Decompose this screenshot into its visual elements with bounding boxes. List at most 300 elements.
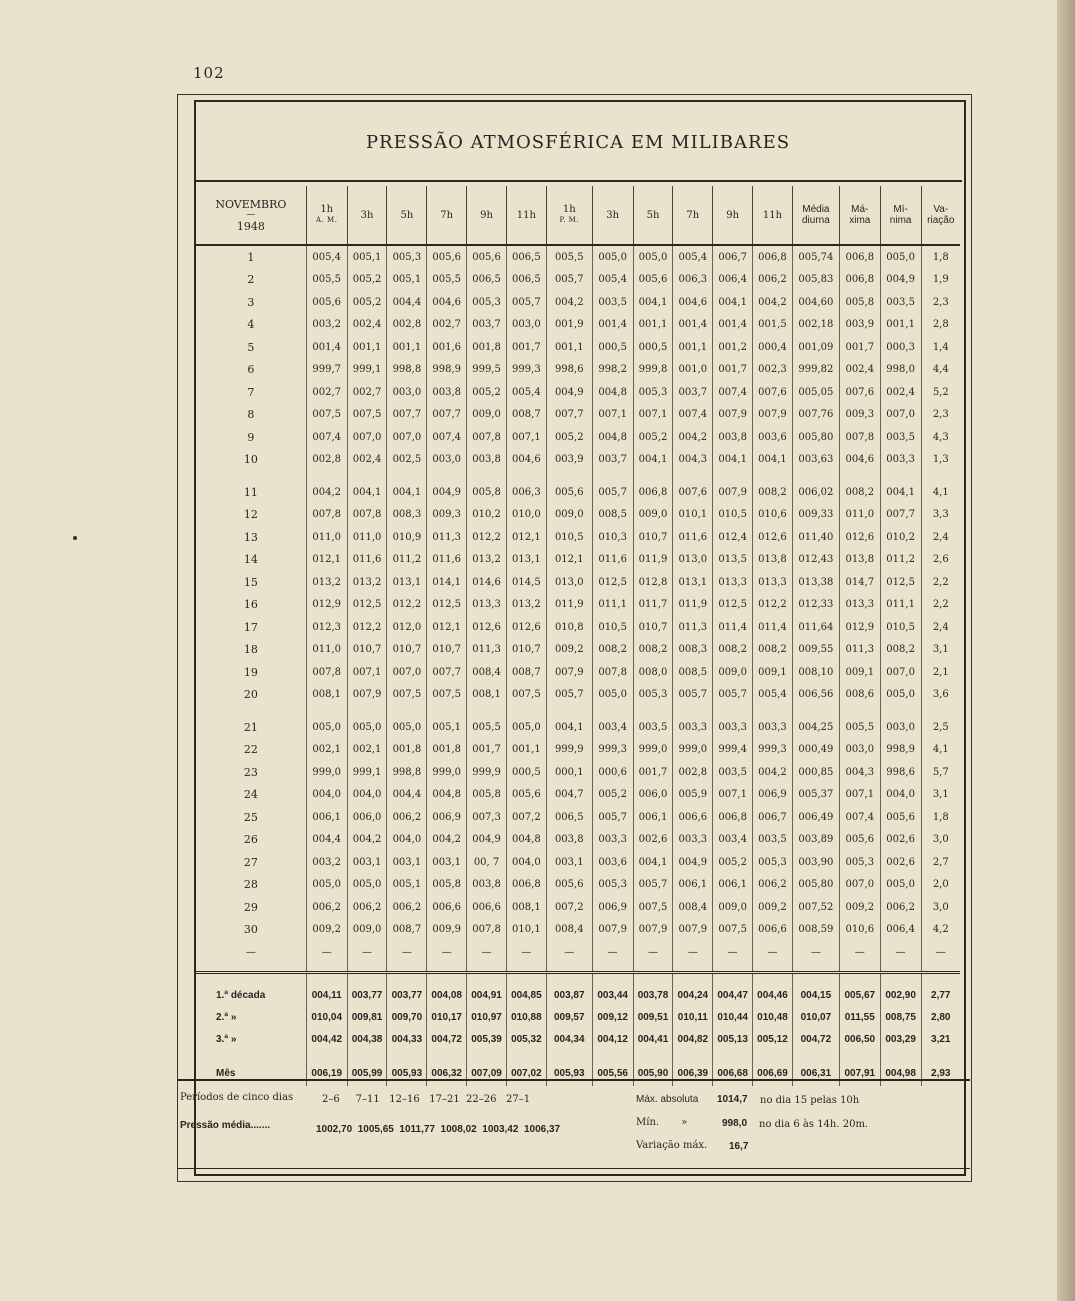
value-cell: 005,4	[506, 381, 546, 404]
value-cell: 010,48	[753, 1006, 793, 1028]
spacer-cell	[673, 706, 713, 716]
value-cell: 2,80	[921, 1006, 960, 1028]
value-cell: 001,1	[633, 314, 673, 337]
value-cell: 009,0	[633, 504, 673, 527]
value-cell: 002,6	[633, 829, 673, 852]
value-cell: 999,0	[633, 739, 673, 762]
value-cell: 004,4	[387, 291, 427, 314]
value-cell: 009,33	[792, 504, 839, 527]
value-cell: 2,0	[921, 874, 960, 897]
day-row	[196, 549, 960, 572]
col-label: diurna	[801, 215, 830, 226]
value-cell: 005,3	[592, 874, 633, 897]
value-cell: 010,07	[792, 1006, 839, 1028]
value-cell: 013,2	[467, 549, 507, 572]
value-cell: 005,1	[387, 269, 427, 292]
value-cell: 012,4	[713, 526, 753, 549]
value-cell: 003,7	[467, 314, 507, 337]
spacer-cell	[196, 973, 306, 985]
spacer-cell	[633, 973, 673, 985]
value-cell: 003,8	[713, 426, 753, 449]
day-row	[196, 269, 960, 292]
day-row	[196, 314, 960, 337]
value-cell: 014,6	[467, 571, 507, 594]
col-label: Mí-	[893, 204, 908, 215]
value-cell: 013,3	[753, 571, 793, 594]
value-cell: 001,7	[467, 739, 507, 762]
day-row	[196, 504, 960, 527]
spacer-cell	[546, 706, 592, 716]
value-cell: 005,8	[467, 481, 507, 504]
value-cell: 002,4	[347, 449, 387, 472]
value-cell: 003,2	[306, 314, 347, 337]
value-cell: 010,8	[546, 616, 592, 639]
value-cell: 011,4	[713, 616, 753, 639]
value-cell: 003,5	[713, 761, 753, 784]
value-cell: 004,3	[839, 761, 880, 784]
row-label: 20	[243, 688, 258, 702]
value-cell: 011,40	[792, 526, 839, 549]
value-cell: 006,39	[673, 1060, 713, 1086]
value-cell: 013,3	[713, 571, 753, 594]
spacer-cell	[347, 963, 387, 973]
value-cell: 013,1	[506, 549, 546, 572]
row-label: 10	[243, 453, 258, 467]
value-cell: 012,5	[880, 571, 921, 594]
spacer-cell	[592, 706, 633, 716]
value-cell: 007,8	[347, 504, 387, 527]
spacer-cell	[633, 706, 673, 716]
value-cell: 009,1	[839, 661, 880, 684]
value-cell: 003,3	[753, 716, 793, 739]
row-label: 16	[243, 598, 258, 612]
spacer-cell	[880, 973, 921, 985]
value-cell: 011,9	[673, 594, 713, 617]
value-cell: 003,8	[427, 381, 467, 404]
value-cell: 012,1	[427, 616, 467, 639]
month-label: NOVEMBRO	[215, 197, 287, 211]
value-cell: 006,5	[467, 269, 507, 292]
header-1pm	[546, 186, 592, 245]
value-cell: 006,50	[839, 1028, 880, 1050]
value-cell: 001,4	[306, 336, 347, 359]
value-cell: 004,0	[506, 851, 546, 874]
value-cell: 002,4	[347, 314, 387, 337]
value-cell: 012,5	[427, 594, 467, 617]
header-minima	[880, 186, 921, 245]
value-cell: 014,1	[427, 571, 467, 594]
value-cell: 007,9	[546, 661, 592, 684]
value-cell: 003,3	[713, 716, 753, 739]
month-summary-row	[196, 1060, 960, 1086]
col-label: riação	[927, 215, 955, 226]
value-cell: 009,2	[839, 896, 880, 919]
col-sublabel: A. M.	[316, 216, 338, 224]
value-cell: 007,1	[506, 426, 546, 449]
value-cell: 001,8	[427, 739, 467, 762]
value-cell: 001,1	[506, 739, 546, 762]
value-cell: 006,2	[880, 896, 921, 919]
header-row	[196, 186, 960, 245]
value-cell: 007,0	[347, 426, 387, 449]
value-cell: 009,2	[753, 896, 793, 919]
value-cell: 003,1	[347, 851, 387, 874]
value-cell: 006,1	[633, 806, 673, 829]
value-cell: 004,24	[673, 984, 713, 1006]
day-row	[196, 716, 960, 739]
spacer-cell	[753, 1050, 793, 1060]
spacer-cell	[387, 471, 427, 481]
value-cell: 003,77	[347, 984, 387, 1006]
month-dash: —	[246, 209, 256, 220]
header-3pm: 3h	[592, 186, 633, 245]
value-cell: 006,8	[633, 481, 673, 504]
value-cell: 010,2	[880, 526, 921, 549]
value-cell: 004,2	[546, 291, 592, 314]
value-cell: 012,43	[792, 549, 839, 572]
spacer-cell	[196, 471, 306, 481]
value-cell: 012,2	[467, 526, 507, 549]
value-cell: 004,72	[427, 1028, 467, 1050]
row-label: 17	[243, 620, 258, 634]
day-row	[196, 616, 960, 639]
value-cell: 011,6	[673, 526, 713, 549]
value-cell: 007,1	[592, 404, 633, 427]
value-cell: 010,5	[546, 526, 592, 549]
dash-cell: —	[792, 941, 839, 963]
value-cell: 004,1	[713, 449, 753, 472]
value-cell: 006,9	[753, 784, 793, 807]
row-label: 14	[243, 553, 258, 567]
value-cell: 000,85	[792, 761, 839, 784]
value-cell: 003,7	[673, 381, 713, 404]
value-cell: 008,0	[633, 661, 673, 684]
value-cell: 005,7	[546, 269, 592, 292]
value-cell: 010,6	[839, 919, 880, 942]
spacer-cell	[880, 1050, 921, 1060]
value-cell: 007,7	[880, 504, 921, 527]
value-cell: 013,3	[467, 594, 507, 617]
value-cell: 007,1	[839, 784, 880, 807]
value-cell: 004,46	[753, 984, 793, 1006]
dash-row	[196, 941, 960, 963]
value-cell: 005,93	[387, 1060, 427, 1086]
value-cell: 005,7	[673, 684, 713, 707]
spacer-cell	[839, 1050, 880, 1060]
value-cell: 3,1	[921, 639, 960, 662]
value-cell: 2,5	[921, 716, 960, 739]
value-cell: 004,8	[427, 784, 467, 807]
value-cell: 006,49	[792, 806, 839, 829]
day-row	[196, 661, 960, 684]
row-label: 12	[243, 508, 258, 522]
col-label: Média	[802, 204, 830, 215]
value-cell: 999,1	[347, 761, 387, 784]
row-label: Mês	[216, 1067, 236, 1079]
spacer-cell	[753, 963, 793, 973]
value-cell: 012,5	[713, 594, 753, 617]
value-cell: 012,33	[792, 594, 839, 617]
spacer-cell	[196, 1050, 306, 1060]
day-row	[196, 806, 960, 829]
value-cell: 1,8	[921, 245, 960, 269]
pressao-media-label: Pressão média.......	[180, 1120, 271, 1131]
value-cell: 009,2	[306, 919, 347, 942]
value-cell: 008,1	[467, 684, 507, 707]
value-cell: 007,9	[673, 919, 713, 942]
value-cell: 004,2	[306, 481, 347, 504]
value-cell: 004,12	[592, 1028, 633, 1050]
value-cell: 004,25	[792, 716, 839, 739]
value-cell: 003,9	[546, 449, 592, 472]
value-cell: 008,5	[592, 504, 633, 527]
value-cell: 010,97	[467, 1006, 507, 1028]
value-cell: 007,7	[427, 661, 467, 684]
spacer-cell	[196, 706, 306, 716]
value-cell: 005,0	[506, 716, 546, 739]
value-cell: 006,8	[839, 245, 880, 269]
value-cell: 011,3	[427, 526, 467, 549]
value-cell: 005,5	[467, 716, 507, 739]
day-row	[196, 359, 960, 382]
value-cell: 007,5	[713, 919, 753, 942]
value-cell: 010,04	[306, 1006, 347, 1028]
value-cell: 005,7	[546, 684, 592, 707]
value-cell: 002,7	[347, 381, 387, 404]
spacer-cell	[427, 1050, 467, 1060]
value-cell: 013,2	[347, 571, 387, 594]
value-cell: 005,2	[633, 426, 673, 449]
value-cell: 007,7	[387, 404, 427, 427]
value-cell: 006,69	[753, 1060, 793, 1086]
value-cell: 009,70	[387, 1006, 427, 1028]
spacer-cell	[347, 471, 387, 481]
day-row	[196, 336, 960, 359]
value-cell: 2,3	[921, 404, 960, 427]
spacer-cell	[387, 963, 427, 973]
spacer-cell	[467, 471, 507, 481]
value-cell: 010,44	[713, 1006, 753, 1028]
header-month	[196, 186, 306, 245]
value-cell: 010,7	[633, 526, 673, 549]
year-label: 1948	[236, 219, 265, 233]
spacer-cell	[633, 1050, 673, 1060]
value-cell: 013,1	[387, 571, 427, 594]
value-cell: 006,7	[753, 806, 793, 829]
value-cell: 004,42	[306, 1028, 347, 1050]
value-cell: 012,6	[506, 616, 546, 639]
value-cell: 2,77	[921, 984, 960, 1006]
spacer-cell	[347, 1050, 387, 1060]
value-cell: 4,4	[921, 359, 960, 382]
value-cell: 005,4	[306, 245, 347, 269]
value-cell: 00, 7	[467, 851, 507, 874]
value-cell: 007,8	[467, 426, 507, 449]
value-cell: 008,10	[792, 661, 839, 684]
value-cell: 007,0	[387, 661, 427, 684]
variacao-max-value: 16,7	[729, 1141, 749, 1152]
spacer-cell	[306, 471, 347, 481]
spacer-cell	[839, 706, 880, 716]
value-cell: 007,8	[839, 426, 880, 449]
spacer-cell	[546, 963, 592, 973]
value-cell: 005,6	[546, 481, 592, 504]
value-cell: 004,1	[347, 481, 387, 504]
header-variacao	[921, 186, 960, 245]
value-cell: 011,2	[880, 549, 921, 572]
value-cell: 005,2	[592, 784, 633, 807]
value-cell: 999,0	[306, 761, 347, 784]
value-cell: 004,8	[506, 829, 546, 852]
value-cell: 006,9	[592, 896, 633, 919]
value-cell: 009,57	[546, 1006, 592, 1028]
spacer-cell	[467, 1050, 507, 1060]
value-cell: 005,0	[387, 716, 427, 739]
spacer-cell	[713, 471, 753, 481]
header-5pm: 5h	[633, 186, 673, 245]
decade-summary-row	[196, 1028, 960, 1050]
value-cell: 012,1	[506, 526, 546, 549]
value-cell: 013,3	[839, 594, 880, 617]
value-cell: 010,7	[633, 616, 673, 639]
spacer-cell	[347, 973, 387, 985]
value-cell: 001,7	[506, 336, 546, 359]
value-cell: 011,3	[673, 616, 713, 639]
day-row	[196, 874, 960, 897]
spacer-cell	[196, 963, 306, 973]
value-cell: 003,4	[713, 829, 753, 852]
value-cell: 007,9	[753, 404, 793, 427]
value-cell: 999,0	[427, 761, 467, 784]
value-cell: 006,4	[880, 919, 921, 942]
day-row	[196, 571, 960, 594]
row-label: 3.ª »	[216, 1033, 237, 1045]
value-cell: 004,34	[546, 1028, 592, 1050]
value-cell: 006,7	[713, 245, 753, 269]
row-label: 11	[243, 485, 258, 499]
dash-cell: —	[506, 941, 546, 963]
value-cell: 006,2	[387, 806, 427, 829]
spacer-cell	[792, 973, 839, 985]
value-cell: 005,7	[592, 481, 633, 504]
value-cell: 005,1	[347, 245, 387, 269]
value-cell: 005,1	[387, 874, 427, 897]
value-cell: 2,6	[921, 549, 960, 572]
value-cell: 005,0	[592, 245, 633, 269]
periodos-values: 2–6 7–11 12–16 17–21 22–26 27–1	[322, 1094, 531, 1105]
value-cell: 001,1	[347, 336, 387, 359]
value-cell: 008,7	[506, 404, 546, 427]
spacer-cell	[347, 706, 387, 716]
value-cell: 005,39	[467, 1028, 507, 1050]
value-cell: 004,72	[792, 1028, 839, 1050]
header-11am: 11h	[506, 186, 546, 245]
value-cell: 2,93	[921, 1060, 960, 1086]
spacer-cell	[506, 1050, 546, 1060]
value-cell: 001,7	[713, 359, 753, 382]
value-cell: 007,2	[506, 806, 546, 829]
value-cell: 004,15	[792, 984, 839, 1006]
day-row	[196, 426, 960, 449]
value-cell: 007,1	[347, 661, 387, 684]
value-cell: 005,8	[427, 874, 467, 897]
value-cell: 001,7	[839, 336, 880, 359]
value-cell: 006,31	[792, 1060, 839, 1086]
value-cell: 011,3	[467, 639, 507, 662]
value-cell: 3,0	[921, 896, 960, 919]
spacer-cell	[673, 471, 713, 481]
dash-cell: —	[713, 941, 753, 963]
value-cell: 008,1	[506, 896, 546, 919]
page-number: 102	[193, 64, 225, 82]
value-cell: 005,6	[880, 806, 921, 829]
value-cell: 005,2	[713, 851, 753, 874]
day-row	[196, 761, 960, 784]
value-cell: 007,5	[306, 404, 347, 427]
max-absoluta-label: Máx. absoluta	[636, 1094, 699, 1105]
value-cell: 006,8	[506, 874, 546, 897]
day-row	[196, 896, 960, 919]
day-row	[196, 594, 960, 617]
value-cell: 010,5	[592, 616, 633, 639]
value-cell: 003,5	[753, 829, 793, 852]
value-cell: 004,9	[427, 481, 467, 504]
value-cell: 012,0	[387, 616, 427, 639]
day-row	[196, 639, 960, 662]
row-label: 19	[243, 665, 258, 679]
value-cell: 1,3	[921, 449, 960, 472]
header-11pm: 11h	[753, 186, 793, 245]
value-cell: 5,7	[921, 761, 960, 784]
value-cell: 003,4	[592, 716, 633, 739]
row-label: 29	[243, 900, 258, 914]
value-cell: 011,3	[839, 639, 880, 662]
spacer-cell	[506, 706, 546, 716]
value-cell: 006,5	[506, 269, 546, 292]
spacer-cell	[506, 471, 546, 481]
day-row	[196, 291, 960, 314]
value-cell: 004,1	[753, 449, 793, 472]
day-row	[196, 919, 960, 942]
row-label: 6	[247, 363, 255, 377]
header-7pm: 7h	[673, 186, 713, 245]
value-cell: 999,82	[792, 359, 839, 382]
value-cell: 011,0	[839, 504, 880, 527]
value-cell: 998,6	[546, 359, 592, 382]
value-cell: 010,11	[673, 1006, 713, 1028]
value-cell: 012,8	[633, 571, 673, 594]
col-label: Má-	[851, 204, 869, 215]
value-cell: 005,6	[467, 245, 507, 269]
value-cell: 004,1	[633, 449, 673, 472]
value-cell: 009,2	[546, 639, 592, 662]
spacer-cell	[467, 706, 507, 716]
value-cell: 001,7	[633, 761, 673, 784]
value-cell: 007,5	[347, 404, 387, 427]
value-cell: 998,2	[592, 359, 633, 382]
value-cell: 002,6	[880, 851, 921, 874]
value-cell: 005,56	[592, 1060, 633, 1086]
value-cell: 003,5	[880, 291, 921, 314]
value-cell: 003,3	[673, 829, 713, 852]
row-label: 25	[243, 810, 258, 824]
value-cell: 003,5	[880, 426, 921, 449]
value-cell: 006,32	[427, 1060, 467, 1086]
value-cell: 2,7	[921, 851, 960, 874]
value-cell: 999,3	[753, 739, 793, 762]
value-cell: 011,55	[839, 1006, 880, 1028]
value-cell: 004,2	[427, 829, 467, 852]
